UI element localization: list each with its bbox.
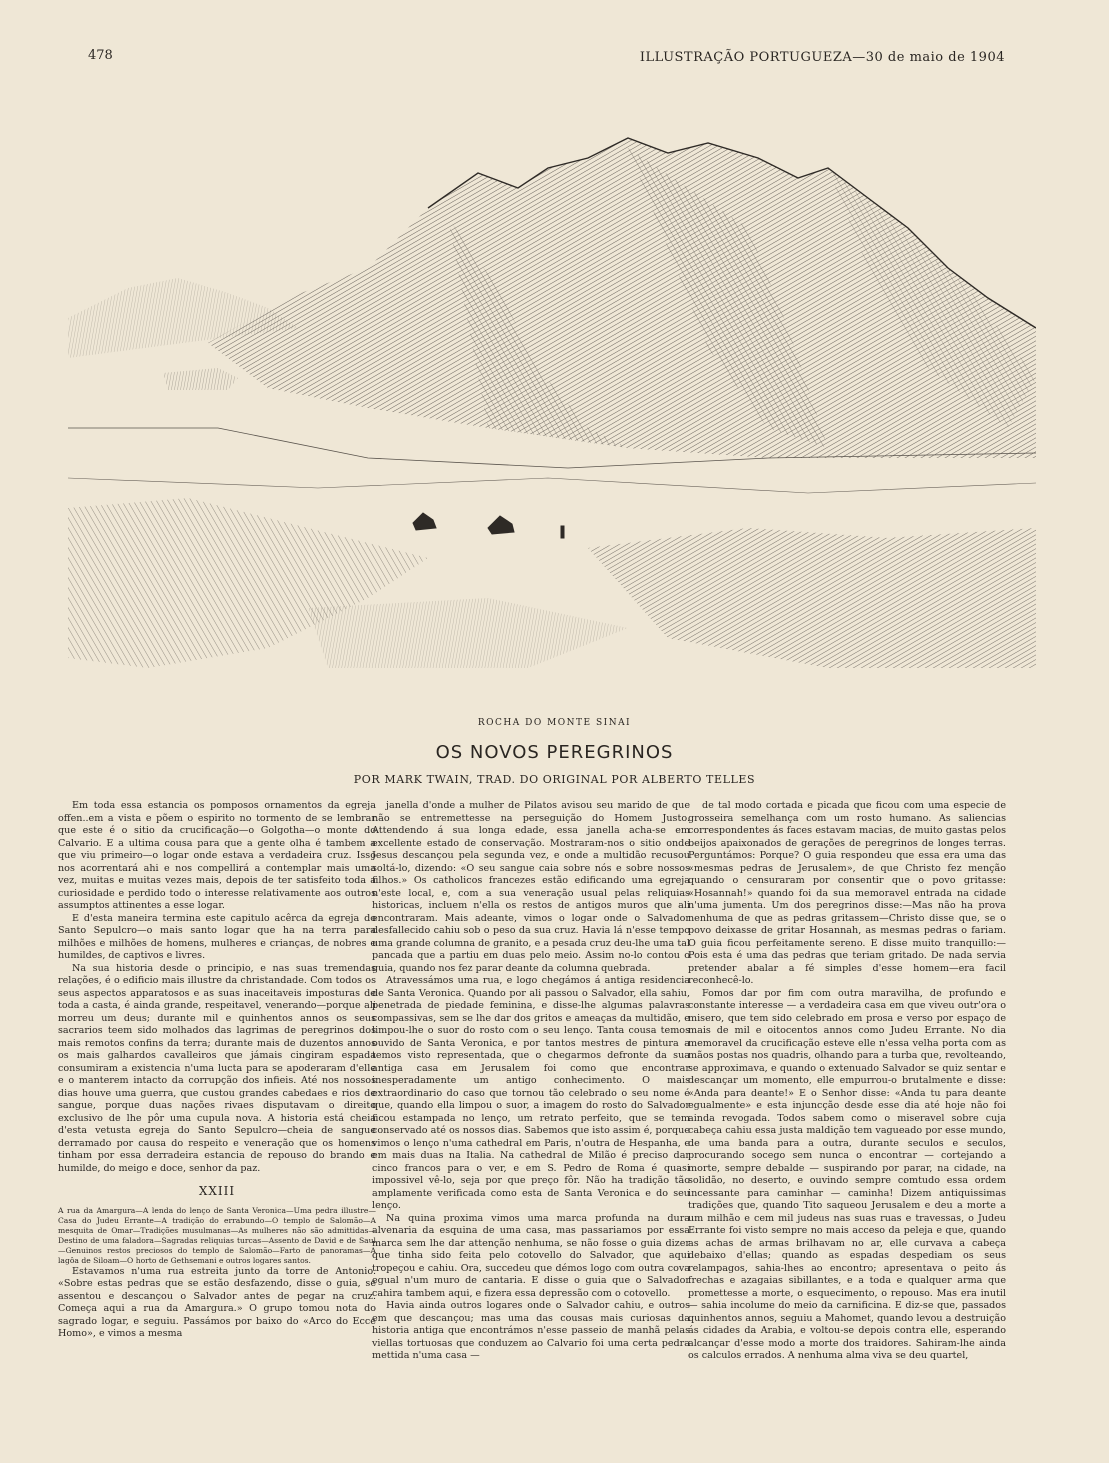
chapter-summary: A rua da Amargura—A lenda do lenço de Santa Veronica—Uma pedra illustre—Casa do Judeu Errante—A tradição do errabundo—O templo de Salomão—A mesquita de Omar—Tradições musulmanas—As mulheres não são admittidas—Destino de uma faladora—Sagradas reliquias turcas—Assento de David e de Saul—Genuinos restos preciosos do templo de Salomão—Farto de panoramas—A lagôa de Siloam—O horto de Gethsemani e outros logares santos. <box>58 1205 376 1265</box>
article-title: OS NOVOS PEREGRINOS <box>435 742 674 763</box>
article-byline: POR MARK TWAIN, TRAD. DO ORIGINAL POR ALBERTO TELLES <box>353 773 756 786</box>
column-2 <box>372 800 690 1363</box>
paragraph: de tal modo cortada e picada que ficou com uma especie de grosseira semelhança com um rosto humano. As saliencias correspondentes ás faces estavam macias, de muito gastas pelos beijos apaixonados de gerações de peregrinos de longes terras. Perguntámos: Porque? O guia respondeu que essa era uma das «mesmas pedras de Jerusalem», de que Christo fez menção quando o censuraram por consentir que o povo gritasse: «Hosannah!» quando foi da sua memoravel entrada na cidade n'uma jumenta. Um dos peregrinos disse:—Mas não ha prova nenhuma de que as pedras gritassem—Christo disse que, se o povo deixasse de gritar Hosannah, as mesmas pedras o fariam. O guia ficou perfeitamente sereno. E disse muito tranquillo:—Pois esta é uma das pedras que teriam gritado. De nada servia pretender abalar a fé simples d'esse homem—era facil reconhecê-lo. <box>688 800 1006 986</box>
column-3 <box>688 800 1006 1363</box>
illustration-caption: ROCHA DO MONTE SINAI <box>477 718 632 728</box>
page-number: 478 <box>88 48 113 63</box>
paragraph: Estavamos n'uma rua estreita junto da torre de Antonio. «Sobre estas pedras que se estão desfazendo, disse o guia, se assentou e descançou o Salvador antes de pegar na cruz. Começa aqui a rua da Amargura.» O grupo tomou nota do sagrado logar, e seguiu. Passámos por baixo do «Arco do Ecce Homo», e vimos a mesma <box>58 1265 376 1339</box>
running-head: ILLUSTRAÇÃO PORTUGUEZA—30 de maio de 1904 <box>639 50 1005 65</box>
paragraph: E d'esta maneira termina este capitulo acêrca da egreja do Santo Sepulcro—o mais santo logar que ha na terra para milhões e milhões de homens, mulheres e crianças, de nobres e humildes, de captivos e livres. <box>58 912 376 961</box>
paragraph: Havia ainda outros logares onde o Salvador cahiu, e outros em que descançou; mas uma das cousas mais curiosas da historia antiga que encontrámos n'esse passeio de manhã pelas viellas tortuosas que conduzem ao Calvario foi uma certa pedra mettida n'uma casa — <box>372 1300 690 1361</box>
paragraph: Fomos dar por fim com outra maravilha, de profundo e constante interesse — a verdadeira casa em que viveu outr'ora o misero, que tem sido celebrado em prosa e verso por espaço de mais de mil e oitocentos annos como Judeu Errante. No dia memoravel da crucificação esteve elle n'essa velha porta com as mãos postas nos quadris, olhando para a turba que, revolteando, se approximava, e quando o extenuado Salvador se quiz sentar e descançar um momento, elle empurrou-o brutalmente e disse: «Anda para deante!» E o Senhor disse: «Anda tu para deante egualmente» e esta injuncção desde esse dia até hoje não foi ainda revogada. Todos sabem como o miseravel sobre cuja cabeça cahiu essa justa maldição tem vagueado por esse mundo, de uma banda para a outra, durante seculos e seculos, procurando socego sem nunca o encontrar — cortejando a morte, sempre debalde — suspirando por parar, na cidade, na solidão, no deserto, e ouvindo sempre comtudo essa ordem incessante para caminhar — caminha! Dizem antiquissimas tradições que, quando Tito saqueou Jerusalem e deu a morte a um milhão e cem mil judeus nas suas ruas e travessas, o Judeu Errante foi visto sempre no mais acceso da peleja e que, quando as achas de armas brilhavam no ar, elle curvava a cabeça debaixo d'ellas; quando as espadas despediam os seus relampagos, sahia-lhes ao encontro; apresentava o peito ás frechas e azagaias sibillantes, e a toda e qualquer arma que promettesse a morte, o esquecimento, o repouso. Mas era inutil — sahia incolume do meio da carnificina. E diz-se que, passados quinhentos annos, seguiu a Mahomet, quando levou a destruição ás cidades da Arabia, e voltou-se depois contra elle, esperando alcançar d'esse modo a morte dos traidores. Sahiram-lhe ainda os calculos errados. A nenhuma alma viva se deu quartel, <box>688 987 1006 1361</box>
paragraph: Na quina proxima vimos uma marca profunda na dura alvenaria da esquina de uma casa, mas passariamos por essa marca sem lhe dar attenção nenhuma, se não fosse o guia dizer que tinha sido feita pelo cotovello do Salvador, que aqui tropeçou e cahiu. Ora, succedeu que démos logo com outra cova egual n'um muro de cantaria. E disse o guia que o Salvador cahira tambem aqui, e fizera essa depressão com o cotovello. <box>372 1212 690 1299</box>
chapter-number: XXIII <box>198 1184 236 1198</box>
paragraph: Atravessámos uma rua, e logo chegámos á antiga residencia de Santa Veronica. Quando por ali passou o Salvador, ella sahiu, penetrada de piedade feminina, e disse-lhe algumas palavras compassivas, sem se lhe dar dos gritos e ameaças da multidão, e limpou-lhe o suor do rosto com o seu lenço. Tanta cousa temos ouvido de Santa Veronica, e por tantos mestres de pintura a temos visto representada, que o chegarmos defronte da sua antiga casa em Jerusalem foi como que encontrar inesperadamente um antigo conhecimento. O mais extraordinario do caso que tornou tão celebrado o seu nome é que, quando ella limpou o suor, a imagem do rosto do Salvador ficou estampada no lenço, um retrato perfeito, que se tem conservado até os nossos dias. Sabemos que isto assim é, porque vimos o lenço n'uma cathedral em Paris, n'outra de Hespanha, e em mais duas na Italia. Na cathedral de Milão é preciso dar cinco francos para o ver, e em S. Pedro de Roma é quasi impossivel vê-lo, seja por que preço fôr. Não ha tradição tão amplamente verificada como esta de Santa Veronica e do seu lenço. <box>372 975 690 1211</box>
mount-sinai-engraving <box>68 128 1036 688</box>
paragraph: Na sua historia desde o principio, e nas suas tremendas relações, é o edificio mais illustre da christandade. Com todos os seus aspectos apparatosos e as suas inaceitaveis imposturas de toda a casta, é ainda grande, respeitavel, venerando—porque ali morreu um deus; durante mil e quinhentos annos os seus sacrarios teem sido molhados das lagrimas de peregrinos dos mais remotos confins da terra; durante mais de duzentos annos os mais galhardos cavalleiros que jámais cingiram espada consumiram a existencia n'uma lucta para se apoderaram d'elle e o manterem intacto da corrupção dos infieis. Até nos nossos dias houve uma guerra, que custou grandes cabedaes e rios de sangue, porque duas nações rivaes disputavam o direito exclusivo de lhe pôr uma cupula nova. A historia está cheia d'esta vetusta egreja do Santo Sepulcro—cheia de sangue derramado por causa do respeito e veneração que os homens tinham por essa derradeira estancia de repouso do brando e humilde, do meigo e doce, senhor da paz. <box>58 962 376 1174</box>
column-1 <box>58 800 376 1341</box>
paragraph: Em toda essa estancia os pomposos ornamentos da egreja offen..em a vista e põem o espirito no tormento de se lembrar que este é o sitio da crucificação—o Golgotha—o monte do Calvario. E a ultima cousa para que a gente olha é tambem a que viu primeiro—o logar onde estava a verdadeira cruz. Isso nos acorrentará ahi e nos compellirá a contemplar mais uma vez, muitas e muitas vezes mais, depois de ter satisfeito toda a curiosidade e perdido todo o interesse relativamente aos outros assumptos attinentes a esse logar. <box>58 800 376 911</box>
paragraph: janella d'onde a mulher de Pilatos avisou seu marido de que não se entremettesse na perseguição do Homem Justo. Attendendo á sua longa edade, essa janella acha-se em excellente estado de conservação. Mostraram-nos o sitio onde Jesus descançou pela segunda vez, e onde a multidão recusou soltá-lo, dizendo: «O seu sangue caia sobre nós e sobre nossos filhos.» Os catholicos francezes estão edificando uma egreja n'este local, e, com a sua veneração usual pelas reliquias historicas, incluem n'ella os restos de antigos muros que ali encontraram. Mais adeante, vimos o logar onde o Salvador desfallecido cahiu sob o peso da sua cruz. Havia lá n'esse tempo uma grande columna de granito, e a pesada cruz deu-lhe uma tal pancada que a partiu em duas pelo meio. Assim no-lo contou o guia, quando nos fez parar deante da columna quebrada. <box>372 800 690 974</box>
